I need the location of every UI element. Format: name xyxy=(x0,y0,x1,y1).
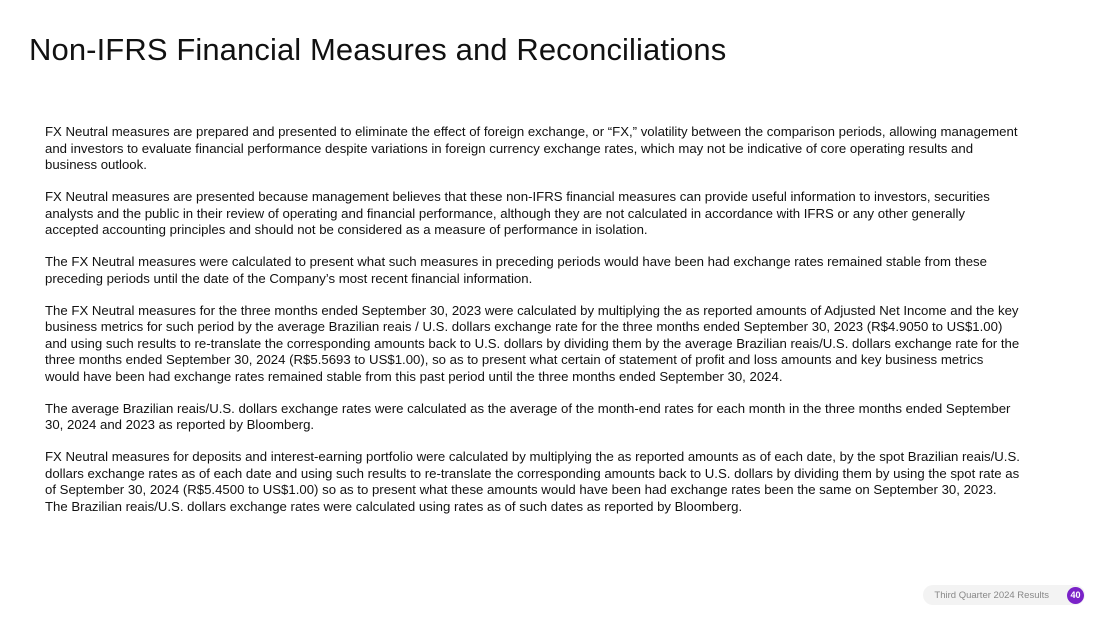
page-number-badge: 40 xyxy=(1067,587,1084,604)
footer-label: Third Quarter 2024 Results xyxy=(934,589,1049,601)
paragraph-deposits-portfolio: FX Neutral measures for deposits and interest-earning portfolio were calculated by multiplying the as reported amounts as of each date, by the spot Brazilian reais/U.S. dollars exchange rates as of each date and using such results to re-translate the corresponding amounts back to U.S. dollars by dividing them by using the spot rate as of September 30, 2024 (R$5.4500 to US$1.00) so as to present what these amounts would have been had exchange rates been the same on September 30, 2023. The Brazilian reais/U.S. dollars exchange rates were calculated using rates as of such dates as reported by Bloomberg. xyxy=(45,449,1020,514)
slide-footer xyxy=(923,585,1085,605)
paragraph-fx-neutral-calculation: The FX Neutral measures were calculated to present what such measures in preceding periods would have been had exchange rates remained stable from these preceding periods until the date of the Company’s most recent financial information. xyxy=(45,254,987,286)
body-text xyxy=(45,124,1020,531)
page-title: Non-IFRS Financial Measures and Reconciliations xyxy=(29,32,727,67)
paragraph-average-exchange-rates: The average Brazilian reais/U.S. dollars exchange rates were calculated as the average of the month-end rates for each month in the three months ended September 30, 2024 and 2023 as reported by Bloomberg. xyxy=(45,400,1011,432)
paragraph-fx-neutral-methodology: The FX Neutral measures for the three months ended September 30, 2023 were calculated by multiplying the as reported amounts of Adjusted Net Income and the key business metrics for such period by the average Brazilian reais / U.S. dollars exchange rate for the three months ended September 30, 2023 (R$4.9050 to US$1.00) and using such results to re-translate the corresponding amounts back to U.S. dollars by dividing them by the average Brazilian reais/U.S. dollars exchange rate for the three months ended September 30, 2024 (R$5.5693 to US$1.00), so as to present what certain of statement of profit and loss amounts and key business metrics would have been had exchange rates remained stable from this past period until the three months ended September 30, 2024. xyxy=(45,302,1020,384)
paragraph-fx-neutral-usefulness: FX Neutral measures are presented because management believes that these non-IFRS financial measures can provide useful information to investors, securities analysts and the public in their review of operating and financial performance, although they are not calculated in accordance with IFRS or any other generally accepted accounting principles and should not be considered as a measure of performance in isolation. xyxy=(45,189,990,237)
paragraph-fx-neutral-purpose: FX Neutral measures are prepared and presented to eliminate the effect of foreign exchange, or “FX,” volatility between the comparison periods, allowing management and investors to evaluate financial performance despite variations in foreign currency exchange rates, which may not be indicative of core operating results and business outlook. xyxy=(45,124,1018,172)
